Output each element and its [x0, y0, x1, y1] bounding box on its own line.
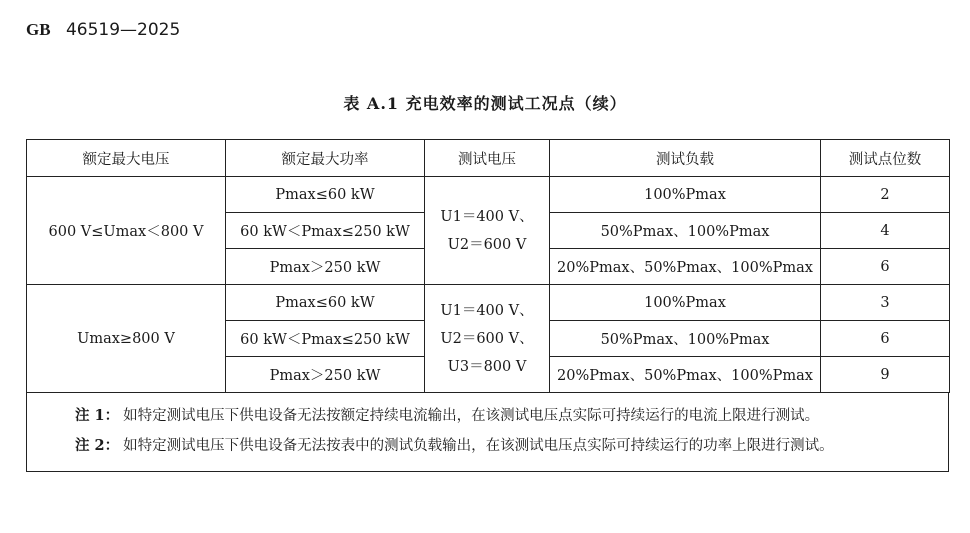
- test-voltage-cell: [425, 177, 550, 285]
- note-text: 如特定测试电压下供电设备无法按额定持续电流输出，在该测试电压点实际可持续运行的电流上限进行测试。: [123, 408, 820, 424]
- test-voltage-line: U2＝600 V、: [440, 330, 534, 347]
- test-voltage-line: U1＝400 V、: [440, 302, 534, 319]
- rated-voltage-cell: Umax≥800 V: [27, 285, 226, 393]
- test-voltage-line: U3＝800 V: [447, 358, 527, 375]
- rated-voltage-cell: 600 V≤Umax＜800 V: [27, 177, 226, 285]
- standard-prefix: GB: [26, 20, 51, 39]
- rated-power-cell: Pmax＞250 kW: [226, 357, 425, 393]
- test-points-cell: 4: [821, 213, 950, 249]
- test-voltage-cell: [425, 285, 550, 393]
- table-body: [27, 177, 950, 393]
- rated-power-cell: 60 kW＜Pmax≤250 kW: [226, 321, 425, 357]
- header-test-load: 测试负载: [550, 140, 821, 177]
- header-rated-voltage: 额定最大电压: [27, 140, 226, 177]
- header-test-points: 测试点位数: [821, 140, 950, 177]
- test-points-cell: 2: [821, 177, 950, 213]
- table-header-row: [27, 140, 950, 177]
- test-points-cell: 6: [821, 321, 950, 357]
- standard-header: [26, 20, 180, 40]
- test-load-cell: 100%Pmax: [550, 285, 821, 321]
- notes-block: [26, 393, 949, 472]
- note-text: 如特定测试电压下供电设备无法按表中的测试负载输出，在该测试电压点实际可持续运行的功率上限进行测试。: [123, 438, 834, 454]
- test-points-cell: 9: [821, 357, 950, 393]
- header-rated-power: 额定最大功率: [226, 140, 425, 177]
- test-load-cell: 50%Pmax、100%Pmax: [550, 321, 821, 357]
- note-label: 注 2：: [75, 437, 120, 454]
- test-load-cell: 50%Pmax、100%Pmax: [550, 213, 821, 249]
- test-conditions-table: [26, 139, 950, 393]
- test-load-cell: 100%Pmax: [550, 177, 821, 213]
- header-test-voltage: 测试电压: [425, 140, 550, 177]
- test-points-cell: 3: [821, 285, 950, 321]
- test-load-cell: 20%Pmax、50%Pmax、100%Pmax: [550, 249, 821, 285]
- note-2: [37, 431, 938, 461]
- rated-power-cell: Pmax≤60 kW: [226, 285, 425, 321]
- standard-number: 46519—2025: [65, 20, 181, 40]
- table-caption: 表 A.1 充电效率的测试工况点（续）: [343, 94, 627, 113]
- note-label: 注 1：: [75, 407, 120, 424]
- test-voltage-line: U1＝400 V、: [440, 208, 534, 225]
- test-load-cell: 20%Pmax、50%Pmax、100%Pmax: [550, 357, 821, 393]
- note-1: [37, 401, 938, 431]
- table-row: [27, 177, 950, 213]
- rated-power-cell: Pmax≤60 kW: [226, 177, 425, 213]
- table-container: [26, 139, 949, 472]
- table-row: [27, 285, 950, 321]
- rated-power-cell: Pmax＞250 kW: [226, 249, 425, 285]
- test-points-cell: 6: [821, 249, 950, 285]
- test-voltage-line: U2＝600 V: [447, 236, 527, 253]
- rated-power-cell: 60 kW＜Pmax≤250 kW: [226, 213, 425, 249]
